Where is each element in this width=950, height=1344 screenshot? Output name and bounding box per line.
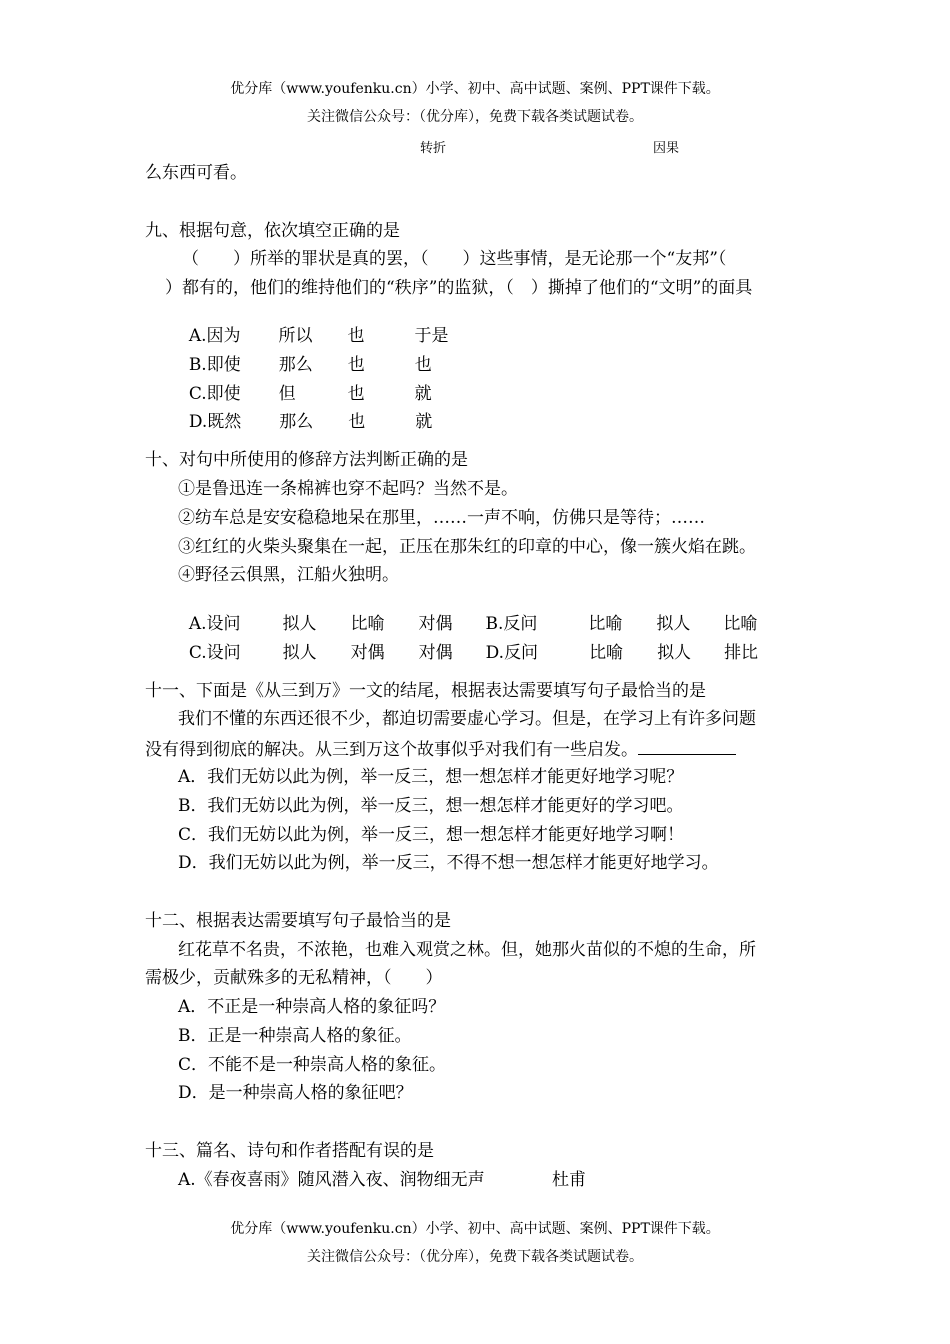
option-word: 即使 [206, 384, 241, 404]
option-word: 拟人 [282, 614, 317, 634]
site-header-line-1: 优分库（www.youfenku.cn）小学、初中、高中试题、案例、PPT课件下载。 [230, 81, 720, 97]
option-word: 比喻 [588, 614, 623, 634]
q13-title: 十三、篇名、诗句和作者搭配有误的是 [145, 1141, 434, 1161]
option-letter: B. [188, 355, 207, 375]
option-word: 就 [415, 412, 433, 432]
option-word: 拟人 [657, 643, 692, 663]
option-letter: A. [188, 614, 207, 634]
option-word: 于是 [414, 326, 449, 346]
option-word: 拟人 [656, 614, 691, 634]
q11-paragraph-2 [145, 738, 736, 760]
site-footer-line-1: 优分库（www.youfenku.cn）小学、初中、高中试题、案例、PPT课件下载。 [230, 1221, 720, 1237]
option-word: 比喻 [350, 614, 385, 634]
option-word: 即使 [206, 355, 241, 375]
q10-item-3: ③红红的火柴头聚集在一起，正压在那朱红的印章的中心，像一簇火焰在跳。 [178, 537, 756, 557]
option-word: 反问 [504, 643, 539, 663]
option-word: 排比 [724, 643, 759, 663]
q11-paragraph-2-text: 没有得到彻底的解决。从三到万这个故事似乎对我们有一些启发。 [145, 740, 638, 760]
option-word: 也 [348, 412, 366, 432]
option-word: 比喻 [723, 614, 758, 634]
site-header-line-2: 关注微信公众号：（优分库），免费下载各类试题试卷。 [307, 109, 643, 125]
q11-title: 十一、下面是《从三到万》一文的结尾，根据表达需要填写句子最恰当的是 [145, 681, 706, 701]
option-letter: A. [188, 326, 207, 346]
q11-option-c: C．我们无妨以此为例，举一反三，想一想怎样才能更好地学习啊！ [178, 825, 685, 845]
q9-title: 九、根据句意，依次填空正确的是 [145, 221, 400, 241]
q10-item-4: ④野径云俱黑，江船火独明。 [178, 565, 399, 585]
option-word: 比喻 [589, 643, 624, 663]
q11-option-d: D．我们无妨以此为例，举一反三，不得不想一想怎样才能更好地学习。 [178, 853, 719, 873]
option-word: 因为 [206, 326, 241, 346]
q12-option-a: A．不正是一种崇高人格的象征吗？ [178, 997, 446, 1017]
fragment-tail: 么东西可看。 [145, 163, 247, 183]
fragment-label-b: 因果 [653, 141, 680, 156]
option-letter: D. [485, 643, 505, 663]
option-word: 设问 [206, 614, 241, 634]
option-word: 就 [414, 384, 432, 404]
site-footer-line-2: 关注微信公众号：（优分库），免费下载各类试题试卷。 [307, 1249, 643, 1265]
q12-option-c: C．不能不是一种崇高人格的象征。 [178, 1055, 447, 1075]
q13-option-a-author: 杜甫 [552, 1170, 586, 1190]
q9-option-d [178, 392, 432, 432]
q10-item-2: ②纺车总是安安稳稳地呆在那里，……一声不响，仿佛只是等待；…… [178, 508, 705, 528]
q10-options-row-2 [178, 623, 758, 663]
q9-stem-1: （ ）所举的罪状是真的罢，（ ）这些事情，是无论那一个“友邦”（ [182, 249, 727, 269]
option-letter: B. [485, 614, 504, 634]
option-word: 也 [347, 355, 365, 375]
q9-stem-2: ）都有的，他们的维持他们的“秩序”的监狱，（ ）撕掉了他们的“文明”的面具 [165, 278, 753, 298]
q10-item-1: ①是鲁迅连一条棉裤也穿不起吗？当然不是。 [178, 479, 518, 499]
q13-option-a-text: A.《春夜喜雨》随风潜入夜、润物细无声 [178, 1170, 485, 1190]
q12-title: 十二、根据表达需要填写句子最恰当的是 [145, 911, 451, 931]
option-word: 反问 [503, 614, 538, 634]
option-word: 也 [414, 355, 432, 375]
q12-paragraph-2: 需极少，贡献殊多的无私精神，（ ） [145, 968, 443, 988]
q11-option-b: B．我们无妨以此为例，举一反三，想一想怎样才能更好的学习吧。 [178, 796, 684, 816]
fragment-label-a: 转折 [420, 141, 447, 156]
option-word: 对偶 [418, 643, 453, 663]
q12-paragraph-1: 红花草不名贵，不浓艳，也难入观赏之林。但，她那火苗似的不熄的生命，所 [178, 940, 756, 960]
q12-option-b: B．正是一种崇高人格的象征。 [178, 1026, 412, 1046]
option-letter: C. [188, 643, 207, 663]
option-word: 也 [347, 326, 365, 346]
q11-paragraph-1: 我们不懂的东西还很不少，都迫切需要虚心学习。但是，在学习上有许多问题 [178, 709, 756, 729]
option-word: 那么 [278, 355, 313, 375]
option-word: 设问 [206, 643, 241, 663]
option-letter: C. [188, 384, 207, 404]
q12-option-d: D．是一种崇高人格的象征吧？ [178, 1083, 413, 1103]
q13-option-a [178, 1170, 586, 1190]
option-word: 对偶 [418, 614, 453, 634]
option-word: 但 [278, 384, 296, 404]
option-word: 所以 [278, 326, 313, 346]
q10-title: 十、对句中所使用的修辞方法判断正确的是 [145, 450, 468, 470]
answer-blank [638, 738, 736, 755]
option-word: 也 [347, 384, 365, 404]
option-word: 对偶 [350, 643, 385, 663]
option-word: 那么 [279, 412, 314, 432]
option-letter: D. [188, 412, 208, 432]
q11-option-a: A．我们无妨以此为例，举一反三，想一想怎样才能更好地学习呢？ [178, 767, 684, 787]
option-word: 拟人 [282, 643, 317, 663]
option-word: 既然 [207, 412, 242, 432]
